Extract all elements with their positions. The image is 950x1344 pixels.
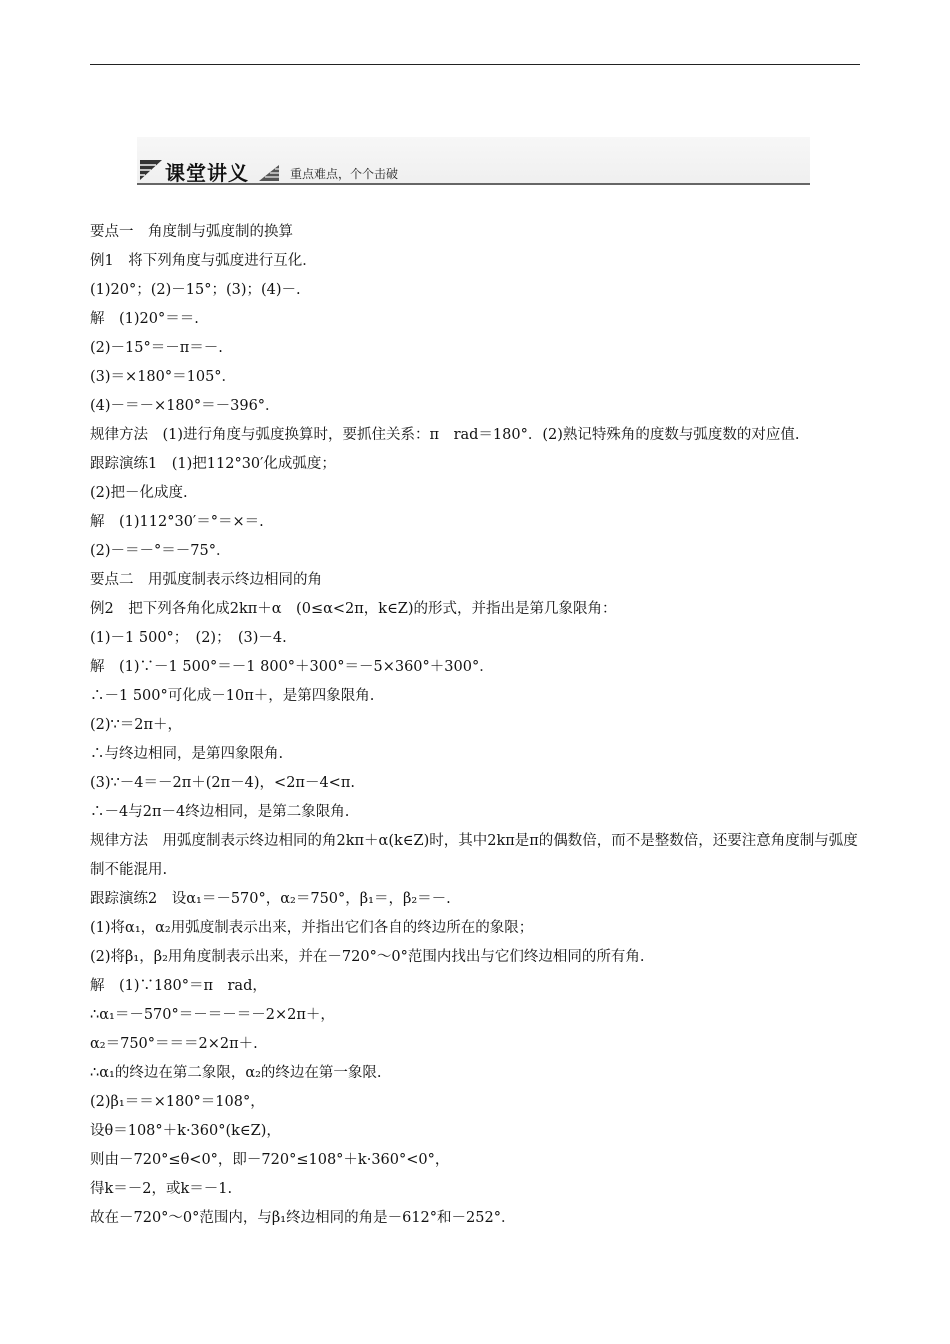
text-line: (3)∵－4＝－2π＋(2π－4)，<2π－4<π.: [90, 775, 355, 791]
text-line: (2)把－化成度.: [90, 485, 188, 501]
section-heading: 要点一 角度制与弧度制的换算: [90, 224, 293, 240]
text-line: 设θ＝108°＋k·360°(k∈Z)，: [90, 1123, 281, 1139]
text-line: ∴α₁＝－570°＝－＝－＝－2×2π＋，: [90, 1007, 335, 1023]
text-line: 解 (1)20°＝＝.: [90, 311, 199, 327]
text-line: (2)－15°＝－π＝－.: [90, 340, 223, 356]
stripe-flag-icon: [140, 160, 162, 180]
text-line: ∴与终边相同，是第四象限角.: [90, 746, 284, 762]
text-line: 得k＝－2，或k＝－1.: [90, 1181, 233, 1197]
text-line: ∴α₁的终边在第二象限，α₂的终边在第一象限.: [90, 1065, 382, 1081]
text-line: (2)β₁＝＝×180°＝108°，: [90, 1094, 265, 1110]
text-line: (2)－＝－°＝－75°．: [90, 543, 231, 559]
text-line: 故在－720°～0°范围内，与β₁终边相同的角是－612°和－252°．: [90, 1210, 516, 1226]
section-heading: 要点二 用弧度制表示终边相同的角: [90, 572, 322, 588]
text-line: (2)将β₁，β₂用角度制表示出来，并在－720°～0°范围内找出与它们终边相同的所有角.: [90, 949, 645, 965]
text-line: (4)－＝－×180°＝－396°．: [90, 398, 280, 414]
document-body: [90, 218, 862, 1233]
text-line: (1)－1 500°； (2)； (3)－4.: [90, 630, 287, 646]
text-line: α₂＝750°＝＝＝2×2π＋.: [90, 1036, 258, 1052]
exercise-title: 跟踪演练2 设α₁＝－570°，α₂＝750°，β₁＝，β₂＝－.: [90, 891, 451, 907]
banner-subtitle: 重点难点，个个击破: [290, 167, 399, 181]
text-line: (1)20°；(2)－15°；(3)；(4)－.: [90, 282, 301, 298]
text-line: 则由－720°≤θ<0°，即－720°≤108°＋k·360°<0°，: [90, 1152, 450, 1168]
text-line: ∴－1 500°可化成－10π＋，是第四象限角.: [90, 688, 375, 704]
text-line: 解 (1)∵180°＝π rad，: [90, 978, 267, 994]
text-line: (3)＝×180°＝105°．: [90, 369, 237, 385]
text-line: 解 (1)112°30′＝°＝×＝.: [90, 514, 264, 530]
banner-title: 课堂讲义: [165, 161, 249, 185]
text-line: ∴－4与2π－4终边相同，是第二象限角.: [90, 804, 350, 820]
header-rule: [90, 64, 860, 65]
exercise-title: 跟踪演练1 (1)把112°30′化成弧度；: [90, 456, 336, 472]
example-title: 例1 将下列角度与弧度进行互化．: [90, 253, 317, 269]
text-line: (1)将α₁，α₂用弧度制表示出来，并指出它们各自的终边所在的象限；: [90, 920, 534, 936]
example-title: 例2 把下列各角化成2kπ＋α (0≤α<2π，k∈Z)的形式，并指出是第几象限角：: [90, 601, 617, 617]
stripe-wedge-icon: [259, 165, 279, 181]
method-note: 规律方法 (1)进行角度与弧度换算时，要抓住关系：π rad＝180°．(2)熟记特殊角的度数与弧度数的对应值.: [90, 427, 800, 443]
text-line: 解 (1)∵－1 500°＝－1 800°＋300°＝－5×360°＋300°．: [90, 659, 494, 675]
method-note: 规律方法 用弧度制表示终边相同的角2kπ＋α(k∈Z)时，其中2kπ是π的偶数倍，而不是整数倍，还要注意角度制与弧度制不能混用.: [90, 833, 858, 878]
text-line: (2)∵＝2π＋，: [90, 717, 183, 733]
